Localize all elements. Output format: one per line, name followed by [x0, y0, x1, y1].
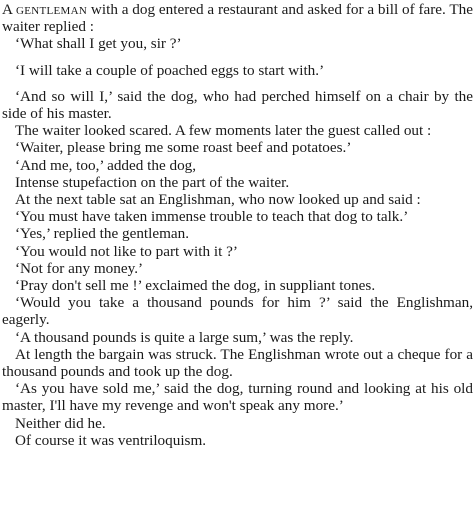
- opening-smallcaps: gentleman: [15, 1, 88, 18]
- story-paragraph-14: ‘Pray don't sell me !’ exclaimed the dog, in suppliant tones.: [15, 277, 376, 295]
- story-paragraph-1-text: with a dog entered a restaurant and asked for a bill of fare. The waiter replied :: [2, 1, 474, 36]
- story-paragraph-16: ‘A thousand pounds is quite a large sum,’ was the reply.: [15, 328, 354, 346]
- story-paragraph-12: ‘You would not like to part with it ?’: [15, 242, 238, 260]
- story-paragraph-10: ‘You must have taken immense trouble to teach that dog to talk.’: [15, 208, 409, 226]
- opening-word: A: [2, 1, 13, 18]
- story-paragraph-2: ‘What shall I get you, sir ?’: [15, 35, 182, 53]
- story-paragraph-4: ‘And so will I,’ said the dog, who had perched himself on a chair by the side of his master.: [2, 87, 473, 123]
- story-paragraph-11: ‘Yes,’ replied the gentleman.: [15, 225, 190, 243]
- story-paragraph-19: Neither did he.: [15, 414, 106, 432]
- story-paragraph-6: ‘Waiter, please bring me some roast beef and potatoes.’: [15, 139, 352, 157]
- story-paragraph-13: ‘Not for any money.’: [15, 259, 144, 277]
- story-paragraph-9: At the next table sat an Englishman, who now looked up and said :: [15, 191, 421, 209]
- story-paragraph-15: ‘Would you take a thousand pounds for him ?’ said the Englishman, eagerly.: [2, 294, 473, 329]
- story-paragraph-3: ‘I will take a couple of poached eggs to start with.’: [15, 61, 325, 79]
- story-paragraph-17: At length the bargain was struck. The Englishman wrote out a cheque for a thousand pounds and took up the dog.: [2, 345, 473, 381]
- story-paragraph-18: ‘As you have sold me,’ said the dog, turning round and looking at his old master, I'll have my revenge and won't speak any more.’: [2, 380, 473, 415]
- story-paragraph-20: Of course it was ventriloquism.: [15, 431, 207, 449]
- story-paragraph-8: Intense stupefaction on the part of the waiter.: [15, 173, 290, 191]
- story-paragraph-5: The waiter looked scared. A few moments later the guest called out :: [15, 122, 432, 140]
- story-paragraph-1: [2, 1, 473, 35]
- story-paragraph-7: ‘And me, too,’ added the dog,: [15, 156, 197, 174]
